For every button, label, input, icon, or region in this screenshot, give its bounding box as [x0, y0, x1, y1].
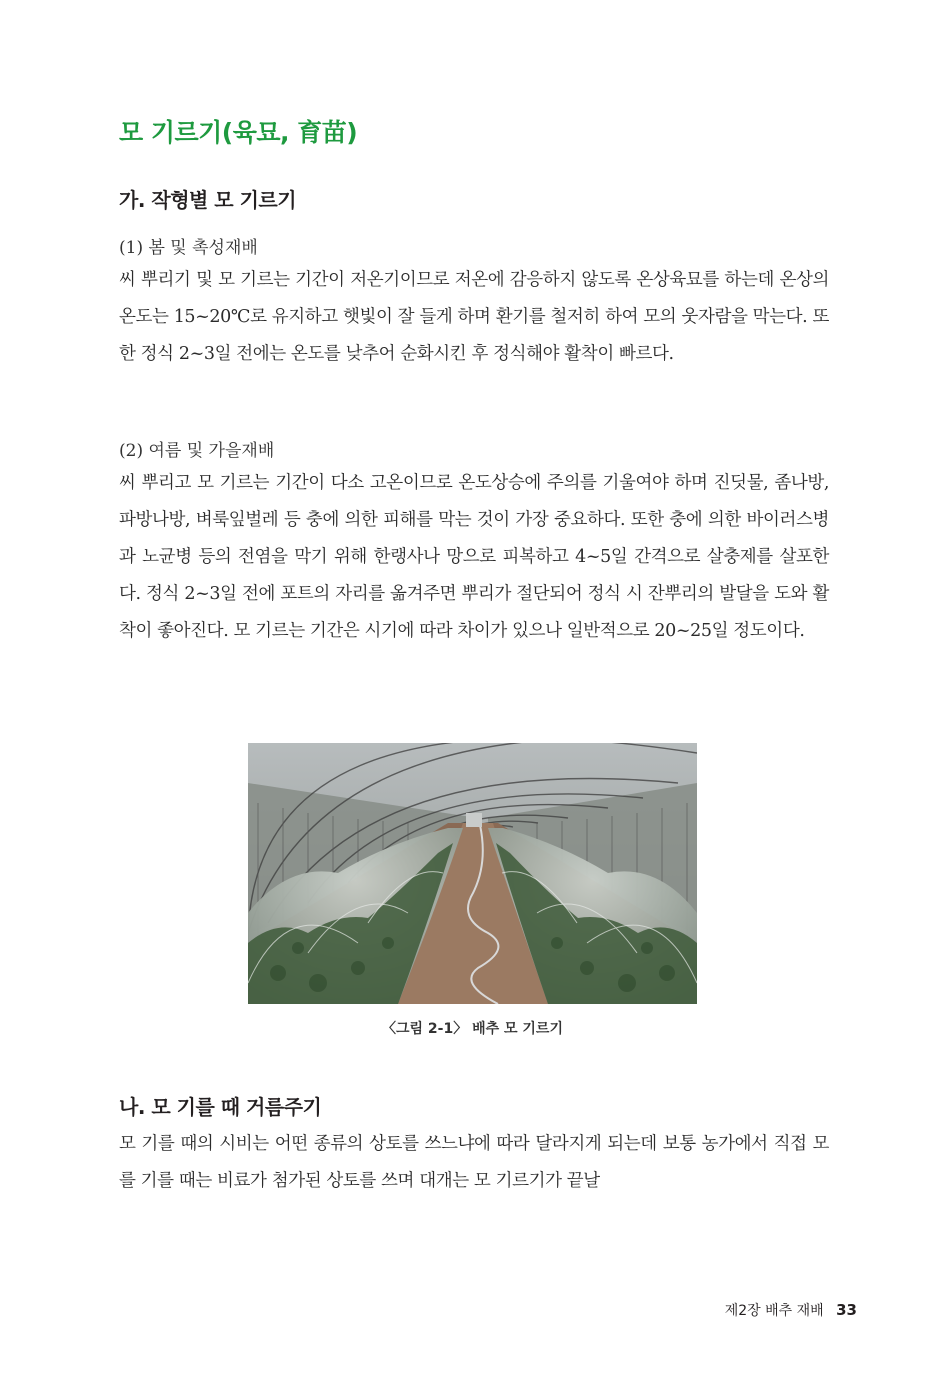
item-2-label: (2) 여름 및 가을재배 — [119, 441, 275, 461]
footer-chapter: 제2장 배추 재배 — [724, 1303, 824, 1319]
item-1-label: (1) 봄 및 촉성재배 — [119, 238, 258, 258]
greenhouse-seedling-photo — [248, 743, 697, 1004]
page-number: 33 — [836, 1301, 857, 1319]
item-2-paragraph: 씨 뿌리고 모 기르는 기간이 다소 고온이므로 온도상승에 주의를 기울여야 하며 진딧물, 좀나방, 파방나방, 벼룩잎벌레 등 충에 의한 피해를 막는 것이 가장 중요하다. 또한 충에 의한 바이러스병과 노균병 등의 전염을 막기 위해 한랭사나 망으로 피복하고 4~5일 간격으로 살충제를 살포한다. 정식 2~3일 전에 포트의 자리를 옮겨주면 뿌리가 절단되어 정식 시 잔뿌리의 발달을 도와 활착이 좋아진다. 모 기르는 기간은 시기에 따라 차이가 있으나 일반적으로 20~25일 정도이다. — [119, 473, 829, 641]
figure-caption: 〈그림 2-1〉 배추 모 기르기 — [382, 1021, 563, 1037]
page-footer — [725, 1300, 857, 1320]
item-1-paragraph: 씨 뿌리기 및 모 기르는 기간이 저온기이므로 저온에 감응하지 않도록 온상육묘를 하는데 온상의 온도는 15~20℃로 유지하고 햇빛이 잘 들게 하며 환기를 철저히 하여 모의 웃자람을 막는다. 또한 정식 2~3일 전에는 온도를 낮추어 순화시킨 후 정식해야 활착이 빠르다. — [119, 270, 829, 364]
subsection-b-title: 나. 모 기를 때 거름주기 — [119, 1095, 322, 1119]
section-title: 모 기르기(육묘, 育苗) — [119, 118, 358, 147]
subsection-b-paragraph: 모 기를 때의 시비는 어떤 종류의 상토를 쓰느냐에 따라 달라지게 되는데 보통 농가에서 직접 모를 기를 때는 비료가 첨가된 상토를 쓰며 대개는 모 기르기가 끝날 — [119, 1134, 829, 1191]
subsection-a-title: 가. 작형별 모 기르기 — [119, 188, 297, 212]
